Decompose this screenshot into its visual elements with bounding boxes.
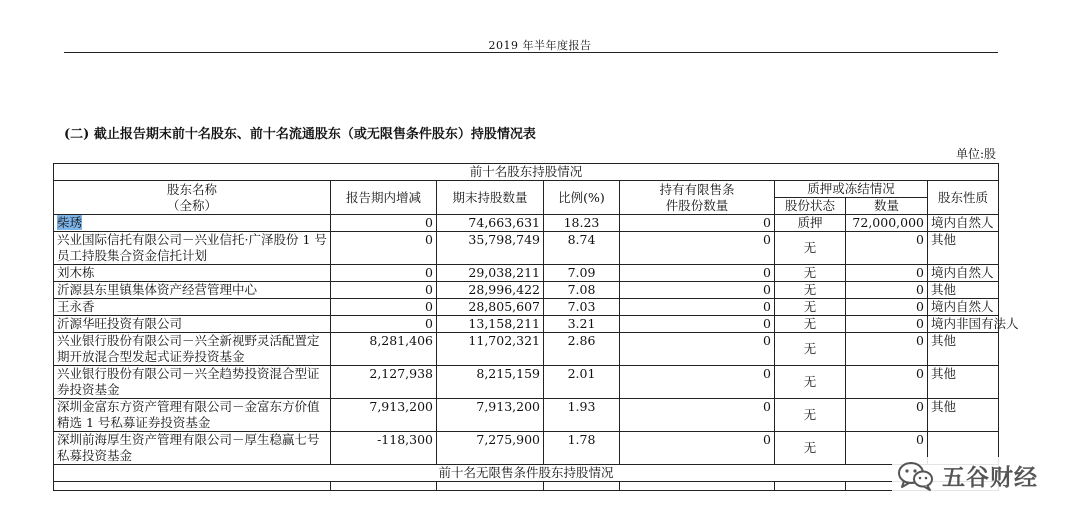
pledge-status-value: 无 <box>775 316 846 333</box>
restricted-value: 0 <box>620 265 775 282</box>
restricted-value: 0 <box>620 215 775 232</box>
section-title: (二) 截止报告期末前十名股东、前十名流通股东（或无限售条件股东）持股情况表 <box>64 127 536 142</box>
header-change: 报告期内增减 <box>331 181 437 215</box>
nature-value: 境内非国有法人 <box>928 316 999 333</box>
ratio-value: 7.09 <box>544 265 620 282</box>
end-qty-value: 13,158,211 <box>437 316 544 333</box>
table-row <box>54 299 999 316</box>
ratio-value: 1.78 <box>544 432 620 465</box>
pledge-qty-value: 0 <box>846 333 928 366</box>
change-value: 0 <box>331 282 437 299</box>
watermark-text: 五谷财经 <box>942 465 1038 491</box>
pledge-status-value: 无 <box>775 265 846 282</box>
header-restricted-sub-label: 件股份数量 <box>665 197 729 213</box>
shareholder-name: 深圳前海厚生资产管理有限公司－厚生稳赢七号私募投资基金 <box>54 432 331 465</box>
restricted-value: 0 <box>620 232 775 265</box>
table-row <box>54 232 999 265</box>
nature-value: 境内自然人 <box>928 299 999 316</box>
pledge-qty-value: 72,000,000 <box>846 215 928 232</box>
pledge-qty-value: 0 <box>846 432 928 465</box>
pledge-status-value: 无 <box>775 299 846 316</box>
shareholder-name: 刘木栋 <box>54 265 331 282</box>
restricted-value: 0 <box>620 432 775 465</box>
restricted-value: 0 <box>620 299 775 316</box>
header-shareholder-name <box>54 181 331 215</box>
ratio-value: 8.74 <box>544 232 620 265</box>
header-end-qty: 期末持股数量 <box>437 181 544 215</box>
change-value: 0 <box>331 299 437 316</box>
change-value: 2,127,938 <box>331 366 437 399</box>
ratio-value: 7.03 <box>544 299 620 316</box>
shareholder-name: 沂源华旺投资有限公司 <box>54 316 331 333</box>
nature-value: 境内自然人 <box>928 265 999 282</box>
table-row <box>54 333 999 366</box>
end-qty-value: 35,798,749 <box>437 232 544 265</box>
pledge-qty-value: 0 <box>846 399 928 432</box>
table-row <box>54 366 999 399</box>
empty-cell <box>54 482 331 491</box>
shareholder-name: 兴业国际信托有限公司－兴业信托·广泽股份 1 号员工持股集合资金信托计划 <box>54 232 331 265</box>
pledge-status-value: 无 <box>775 366 846 399</box>
restricted-value: 0 <box>620 316 775 333</box>
header-pledge: 质押或冻结情况 <box>775 181 928 198</box>
shareholder-name: 兴业银行股份有限公司－兴全趋势投资混合型证券投资基金 <box>54 366 331 399</box>
end-qty-value: 28,996,422 <box>437 282 544 299</box>
unit-label: 单位:股 <box>955 147 996 161</box>
nature-value: 其他 <box>928 399 999 432</box>
change-value: 8,281,406 <box>331 333 437 366</box>
shareholder-name: 王永香 <box>54 299 331 316</box>
restricted-value: 0 <box>620 366 775 399</box>
table-caption: 前十名股东持股情况 <box>54 164 999 181</box>
end-qty-value: 7,275,900 <box>437 432 544 465</box>
nature-value: 其他 <box>928 232 999 265</box>
pledge-qty-value: 0 <box>846 265 928 282</box>
restricted-value: 0 <box>620 282 775 299</box>
table-row <box>54 316 999 333</box>
restricted-value: 0 <box>620 399 775 432</box>
change-value: 0 <box>331 232 437 265</box>
pledge-qty-value: 0 <box>846 282 928 299</box>
pledge-status-value: 无 <box>775 333 846 366</box>
nature-value: 其他 <box>928 366 999 399</box>
pledge-status-value: 无 <box>775 282 846 299</box>
pledge-qty-value: 0 <box>846 316 928 333</box>
pledge-status-value: 无 <box>775 399 846 432</box>
table-row <box>54 282 999 299</box>
nature-value: 其他 <box>928 333 999 366</box>
table-row <box>54 215 999 232</box>
end-qty-value: 28,805,607 <box>437 299 544 316</box>
pledge-qty-value: 0 <box>846 232 928 265</box>
header-pledge-qty: 数量 <box>846 198 928 215</box>
table-row <box>54 399 999 432</box>
change-value: 0 <box>331 316 437 333</box>
shareholder-name: 沂源县东里镇集体资产经营管理中心 <box>54 282 331 299</box>
report-header-title: 2019 年半年度报告 <box>488 39 592 52</box>
end-qty-value: 8,215,159 <box>437 366 544 399</box>
header-ratio: 比例(%) <box>544 181 620 215</box>
empty-cell <box>775 482 846 491</box>
end-qty-value: 7,913,200 <box>437 399 544 432</box>
nature-value: 境内自然人 <box>928 215 999 232</box>
ratio-value: 7.08 <box>544 282 620 299</box>
table-row <box>54 265 999 282</box>
pledge-qty-value: 0 <box>846 366 928 399</box>
shareholder-name: 深圳金富东方资产管理有限公司－金富东方价值精选 1 号私募证券投资基金 <box>54 399 331 432</box>
empty-cell <box>437 482 544 491</box>
header-restricted-label: 持有有限售条 <box>659 181 735 197</box>
ratio-value: 1.93 <box>544 399 620 432</box>
header-divider <box>64 52 998 53</box>
nature-value: 其他 <box>928 282 999 299</box>
pledge-status-value: 质押 <box>775 215 846 232</box>
end-qty-value: 11,702,321 <box>437 333 544 366</box>
wechat-icon <box>896 460 936 492</box>
empty-cell <box>331 482 437 491</box>
end-qty-value: 29,038,211 <box>437 265 544 282</box>
header-pledge-status: 股份状态 <box>775 198 846 215</box>
ratio-value: 2.86 <box>544 333 620 366</box>
ratio-value: 18.23 <box>544 215 620 232</box>
shareholder-name: 兴业银行股份有限公司－兴全新视野灵活配置定期开放混合型发起式证券投资基金 <box>54 333 331 366</box>
pledge-qty-value: 0 <box>846 299 928 316</box>
shareholder-name <box>54 215 331 232</box>
pledge-status-value: 无 <box>775 432 846 465</box>
table-row <box>54 432 999 465</box>
header-nature: 股东性质 <box>928 181 999 215</box>
change-value: -118,300 <box>331 432 437 465</box>
ratio-value: 2.01 <box>544 366 620 399</box>
change-value: 0 <box>331 215 437 232</box>
table-caption-2: 前十名无限售条件股东持股情况 <box>54 465 999 482</box>
ratio-value: 3.21 <box>544 316 620 333</box>
change-value: 7,913,200 <box>331 399 437 432</box>
highlighted-name: 柴琇 <box>57 215 83 230</box>
header-name-label: 股东名称 <box>166 181 217 197</box>
end-qty-value: 74,663,631 <box>437 215 544 232</box>
header-restricted <box>620 181 775 215</box>
empty-cell <box>544 482 620 491</box>
watermark <box>892 457 1044 494</box>
restricted-value: 0 <box>620 333 775 366</box>
header-name-sub-label: （全称） <box>166 197 217 213</box>
change-value: 0 <box>331 265 437 282</box>
empty-cell <box>620 482 775 491</box>
shareholder-table <box>53 163 1019 491</box>
pledge-status-value: 无 <box>775 232 846 265</box>
